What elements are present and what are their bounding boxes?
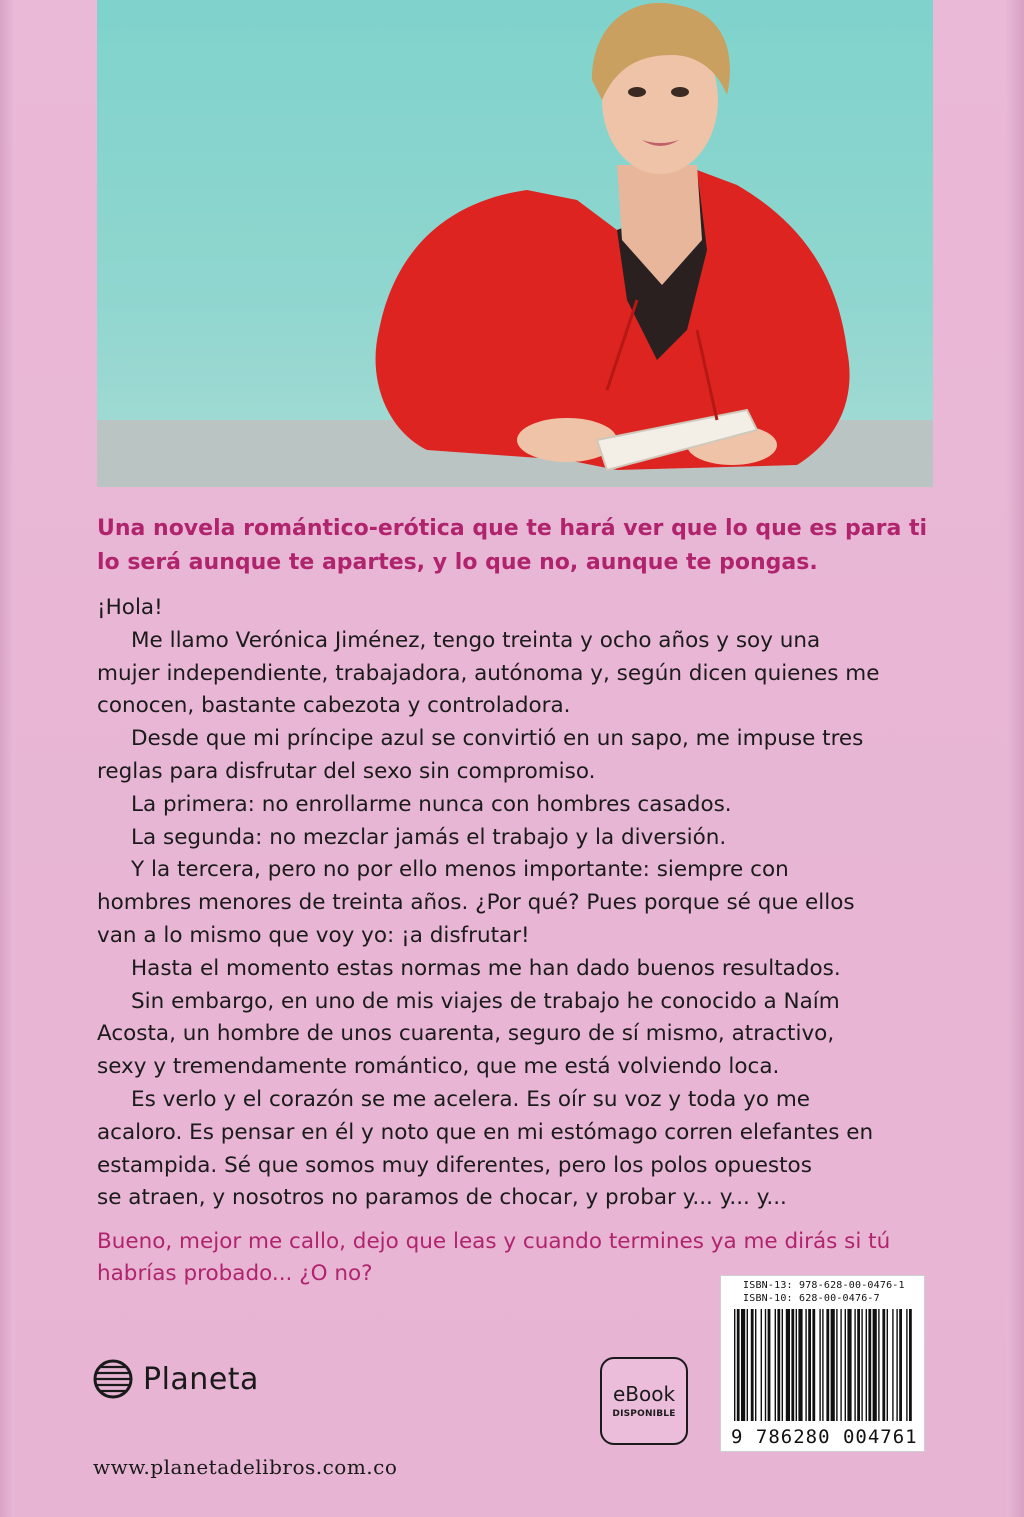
barcode-bar bbox=[805, 1309, 806, 1421]
barcode bbox=[720, 1275, 925, 1452]
tagline bbox=[97, 512, 947, 580]
barcode-bar bbox=[761, 1309, 762, 1421]
synopsis-line: ¡Hola! bbox=[97, 595, 163, 620]
ebook-badge bbox=[600, 1357, 688, 1445]
synopsis-line: Y la tercera, pero no por ello menos importante: siempre con bbox=[131, 857, 789, 883]
synopsis-line: hombres menores de treinta años. ¿Por qué? Pues porque sé que ellos bbox=[97, 890, 855, 916]
barcode-bar bbox=[878, 1309, 879, 1421]
ebook-subtitle: DISPONIBLE bbox=[612, 1409, 676, 1419]
synopsis-line: Sin embargo, en uno de mis viajes de trabajo he conocido a Naím bbox=[131, 988, 840, 1014]
barcode-bar bbox=[868, 1309, 871, 1421]
barcode-bar bbox=[819, 1309, 820, 1421]
barcode-bar bbox=[873, 1309, 877, 1421]
barcode-bar bbox=[866, 1309, 867, 1421]
publisher-url: www.planetadelibros.com.co bbox=[93, 1455, 398, 1479]
publisher-logo bbox=[93, 1357, 259, 1401]
synopsis-line: conocen, bastante cabezota y controladora. bbox=[97, 693, 571, 719]
ebook-title: eBook bbox=[612, 1382, 676, 1406]
barcode-bar bbox=[768, 1309, 771, 1421]
eye-right bbox=[671, 87, 689, 97]
isbn-13: ISBN-13: 978-628-00-0476-1 bbox=[743, 1280, 905, 1291]
barcode-bar bbox=[882, 1309, 885, 1421]
synopsis-line: se atraen, y nosotros no paramos de chocar, y probar y... y... y... bbox=[97, 1185, 787, 1211]
publisher-name: Planeta bbox=[143, 1361, 259, 1397]
tagline-line: Una novela romántico-erótica que te hará ver que lo que es para ti bbox=[97, 516, 928, 541]
barcode-bar bbox=[887, 1309, 888, 1421]
barcode-bar bbox=[765, 1309, 766, 1421]
barcode-bar bbox=[854, 1309, 855, 1421]
cover-edge-left bbox=[0, 0, 14, 1517]
barcode-bar bbox=[896, 1309, 897, 1421]
author-photo bbox=[97, 0, 933, 487]
barcode-number: 9 786280 004761 bbox=[731, 1426, 918, 1448]
closing-line: habrías probado... ¿O no? bbox=[97, 1261, 373, 1286]
tagline-line: lo será aunque te apartes, y lo que no, aunque te pongas. bbox=[97, 550, 818, 575]
synopsis-line: reglas para disfrutar del sexo sin compromiso. bbox=[97, 758, 596, 784]
barcode-bar bbox=[808, 1309, 811, 1421]
barcode-bar bbox=[777, 1309, 780, 1421]
eye-left bbox=[628, 87, 646, 97]
author-photo-illustration bbox=[97, 0, 933, 487]
barcode-bar bbox=[909, 1309, 912, 1421]
barcode-bar bbox=[737, 1309, 740, 1421]
barcode-bar bbox=[845, 1309, 846, 1421]
barcode-bar bbox=[786, 1309, 790, 1421]
barcode-bar bbox=[741, 1309, 745, 1421]
synopsis-line: Acosta, un hombre de unos cuarenta, seguro de sí mismo, atractivo, bbox=[97, 1021, 835, 1047]
barcode-bars bbox=[730, 1309, 916, 1424]
barcode-bar bbox=[822, 1309, 823, 1421]
synopsis-line: La segunda: no mezclar jamás el trabajo y la diversión. bbox=[131, 824, 727, 850]
barcode-bar bbox=[892, 1309, 893, 1421]
synopsis-line: Desde que mi príncipe azul se convirtió en un sapo, me impuse tres bbox=[131, 726, 864, 752]
synopsis-line: La primera: no enrollarme nunca con hombres casados. bbox=[131, 791, 732, 817]
barcode-bar bbox=[751, 1309, 754, 1421]
barcode-bar bbox=[734, 1309, 735, 1421]
synopsis-line: Hasta el momento estas normas me han dado buenos resultados. bbox=[131, 955, 841, 981]
closing-line: Bueno, mejor me callo, dejo que leas y cuando termines ya me dirás si tú bbox=[97, 1229, 891, 1254]
barcode-bar bbox=[796, 1309, 797, 1421]
barcode-bar bbox=[798, 1309, 802, 1421]
barcode-bar bbox=[812, 1309, 815, 1421]
synopsis-line: mujer independiente, trabajadora, autónoma y, según dicen quienes me bbox=[97, 660, 880, 686]
barcode-bar bbox=[791, 1309, 794, 1421]
barcode-bar bbox=[747, 1309, 748, 1421]
barcode-bar bbox=[775, 1309, 776, 1421]
barcode-bar bbox=[899, 1309, 902, 1421]
barcode-bar bbox=[836, 1309, 837, 1421]
synopsis-line: sexy y tremendamente romántico, que me está volviendo loca. bbox=[97, 1054, 780, 1080]
barcode-bar bbox=[847, 1309, 851, 1421]
synopsis-line: van a lo mismo que voy yo: ¡a disfrutar! bbox=[97, 922, 530, 948]
barcode-bar bbox=[840, 1309, 841, 1421]
barcode-bar bbox=[906, 1309, 907, 1421]
synopsis-line: Es verlo y el corazón se me acelera. Es oír su voz y toda yo me bbox=[131, 1086, 810, 1112]
barcode-bar bbox=[861, 1309, 862, 1421]
barcode-bar bbox=[782, 1309, 783, 1421]
barcode-bar bbox=[857, 1309, 860, 1421]
synopsis-line: Me llamo Verónica Jiménez, tengo treinta y ocho años y soy una bbox=[131, 627, 821, 653]
barcode-bar bbox=[831, 1309, 835, 1421]
synopsis bbox=[97, 592, 957, 1215]
red-jacket bbox=[376, 170, 850, 470]
globe-icon bbox=[93, 1359, 133, 1399]
synopsis-line: estampida. Sé que somos muy diferentes, pero los polos opuestos bbox=[97, 1152, 812, 1178]
barcode-bar bbox=[826, 1309, 829, 1421]
synopsis-line: acaloro. Es pensar en él y noto que en mi estómago corren elefantes en bbox=[97, 1119, 874, 1145]
cover-edge-right bbox=[1006, 0, 1024, 1517]
barcode-bar bbox=[755, 1309, 756, 1421]
isbn-10: ISBN-10: 628-00-0476-7 bbox=[743, 1293, 880, 1304]
